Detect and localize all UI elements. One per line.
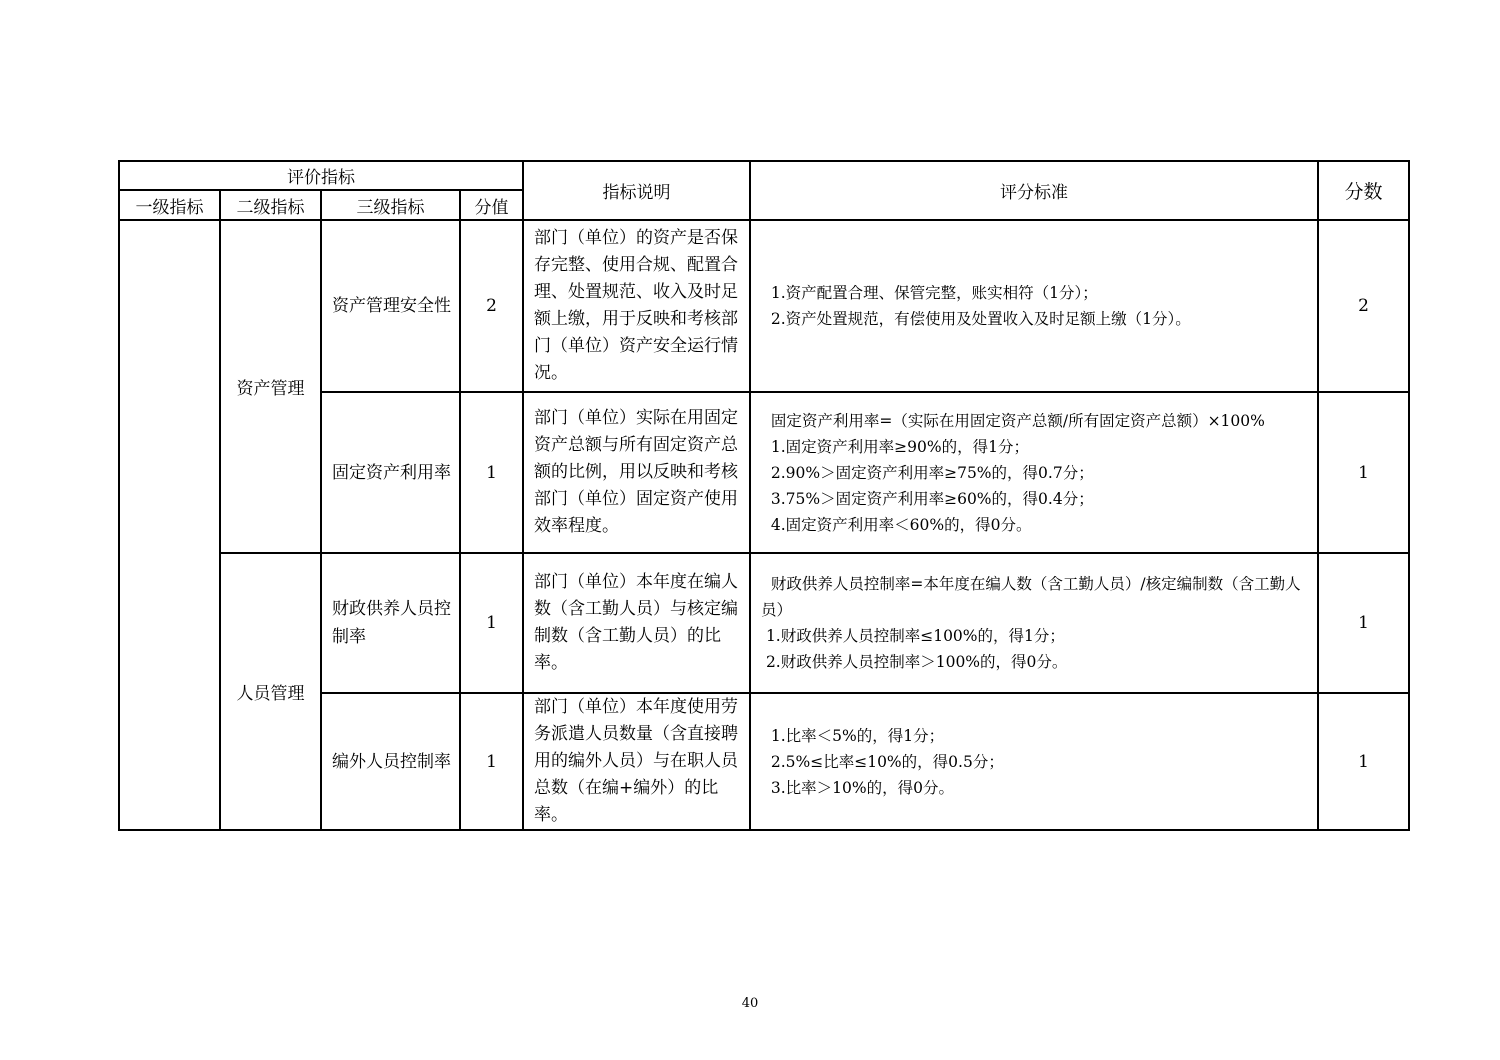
criteria-line: 2.5%≤比率≤10%的，得0.5分； — [761, 752, 1004, 771]
score-cell: 1 — [1318, 392, 1409, 553]
header-criteria: 评分标准 — [750, 161, 1318, 220]
points-cell: 1 — [460, 553, 523, 693]
criteria-line: 1.财政供养人员控制率≤100%的，得1分； — [761, 627, 1065, 645]
table-row — [119, 553, 1409, 693]
criteria-line: 财政供养人员控制率=本年度在编人数（含工勤人员）/核定编制数（含工勤人员） — [761, 575, 1301, 619]
header-evaluation-indicators: 评价指标 — [119, 161, 523, 190]
header-description: 指标说明 — [523, 161, 750, 220]
description-cell: 部门（单位）本年度在编人数（含工勤人员）与核定编制数（含工勤人员）的比率。 — [523, 553, 750, 693]
criteria-line: 1.固定资产利用率≥90%的，得1分； — [761, 437, 1029, 456]
criteria-line: 1.资产配置合理、保管完整，账实相符（1分）； — [761, 284, 1098, 302]
score-cell: 2 — [1318, 220, 1409, 392]
criteria-line: 2.资产处置规范，有偿使用及处置收入及时足额上缴（1分）。 — [761, 310, 1191, 328]
header-level1: 一级指标 — [119, 190, 220, 220]
level3-cell: 编外人员控制率 — [321, 693, 460, 830]
criteria-cell — [750, 553, 1318, 693]
criteria-line: 3.比率＞10%的，得0分。 — [761, 778, 954, 797]
points-cell: 2 — [460, 220, 523, 392]
criteria-cell — [750, 693, 1318, 830]
header-score: 分数 — [1318, 161, 1409, 220]
criteria-line: 1.比率＜5%的，得1分； — [761, 726, 945, 745]
criteria-cell — [750, 220, 1318, 392]
table-row — [119, 220, 1409, 392]
criteria-line: 4.固定资产利用率＜60%的，得0分。 — [761, 515, 1032, 534]
points-cell: 1 — [460, 693, 523, 830]
description-cell: 部门（单位）实际在用固定资产总额与所有固定资产总额的比例，用以反映和考核部门（单位）固定资产使用效率程度。 — [523, 392, 750, 553]
description-cell: 部门（单位）的资产是否保存完整、使用合规、配置合理、处置规范、收入及时足额上缴，用于反映和考核部门（单位）资产安全运行情况。 — [523, 220, 750, 392]
level2-personnel-management: 人员管理 — [220, 553, 321, 830]
level3-cell: 固定资产利用率 — [321, 392, 460, 553]
evaluation-table — [118, 160, 1410, 831]
header-level3: 三级指标 — [321, 190, 460, 220]
header-level2: 二级指标 — [220, 190, 321, 220]
score-cell: 1 — [1318, 693, 1409, 830]
level1-cell — [119, 220, 220, 830]
criteria-cell — [750, 392, 1318, 553]
description-cell: 部门（单位）本年度使用劳务派遣人员数量（含直接聘用的编外人员）与在职人员总数（在编+编外）的比率。 — [523, 693, 750, 830]
criteria-line: 固定资产利用率=（实际在用固定资产总额/所有固定资产总额）×100% — [761, 411, 1265, 430]
level3-cell: 财政供养人员控制率 — [321, 553, 460, 693]
points-cell: 1 — [460, 392, 523, 553]
score-cell: 1 — [1318, 553, 1409, 693]
level2-asset-management: 资产管理 — [220, 220, 321, 553]
criteria-line: 2.90%＞固定资产利用率≥75%的，得0.7分； — [761, 463, 1094, 482]
criteria-line: 2.财政供养人员控制率＞100%的，得0分。 — [761, 653, 1068, 671]
criteria-line: 3.75%＞固定资产利用率≥60%的，得0.4分； — [761, 489, 1094, 508]
page-number: 40 — [741, 996, 759, 1011]
header-points: 分值 — [460, 190, 523, 220]
level3-cell: 资产管理安全性 — [321, 220, 460, 392]
